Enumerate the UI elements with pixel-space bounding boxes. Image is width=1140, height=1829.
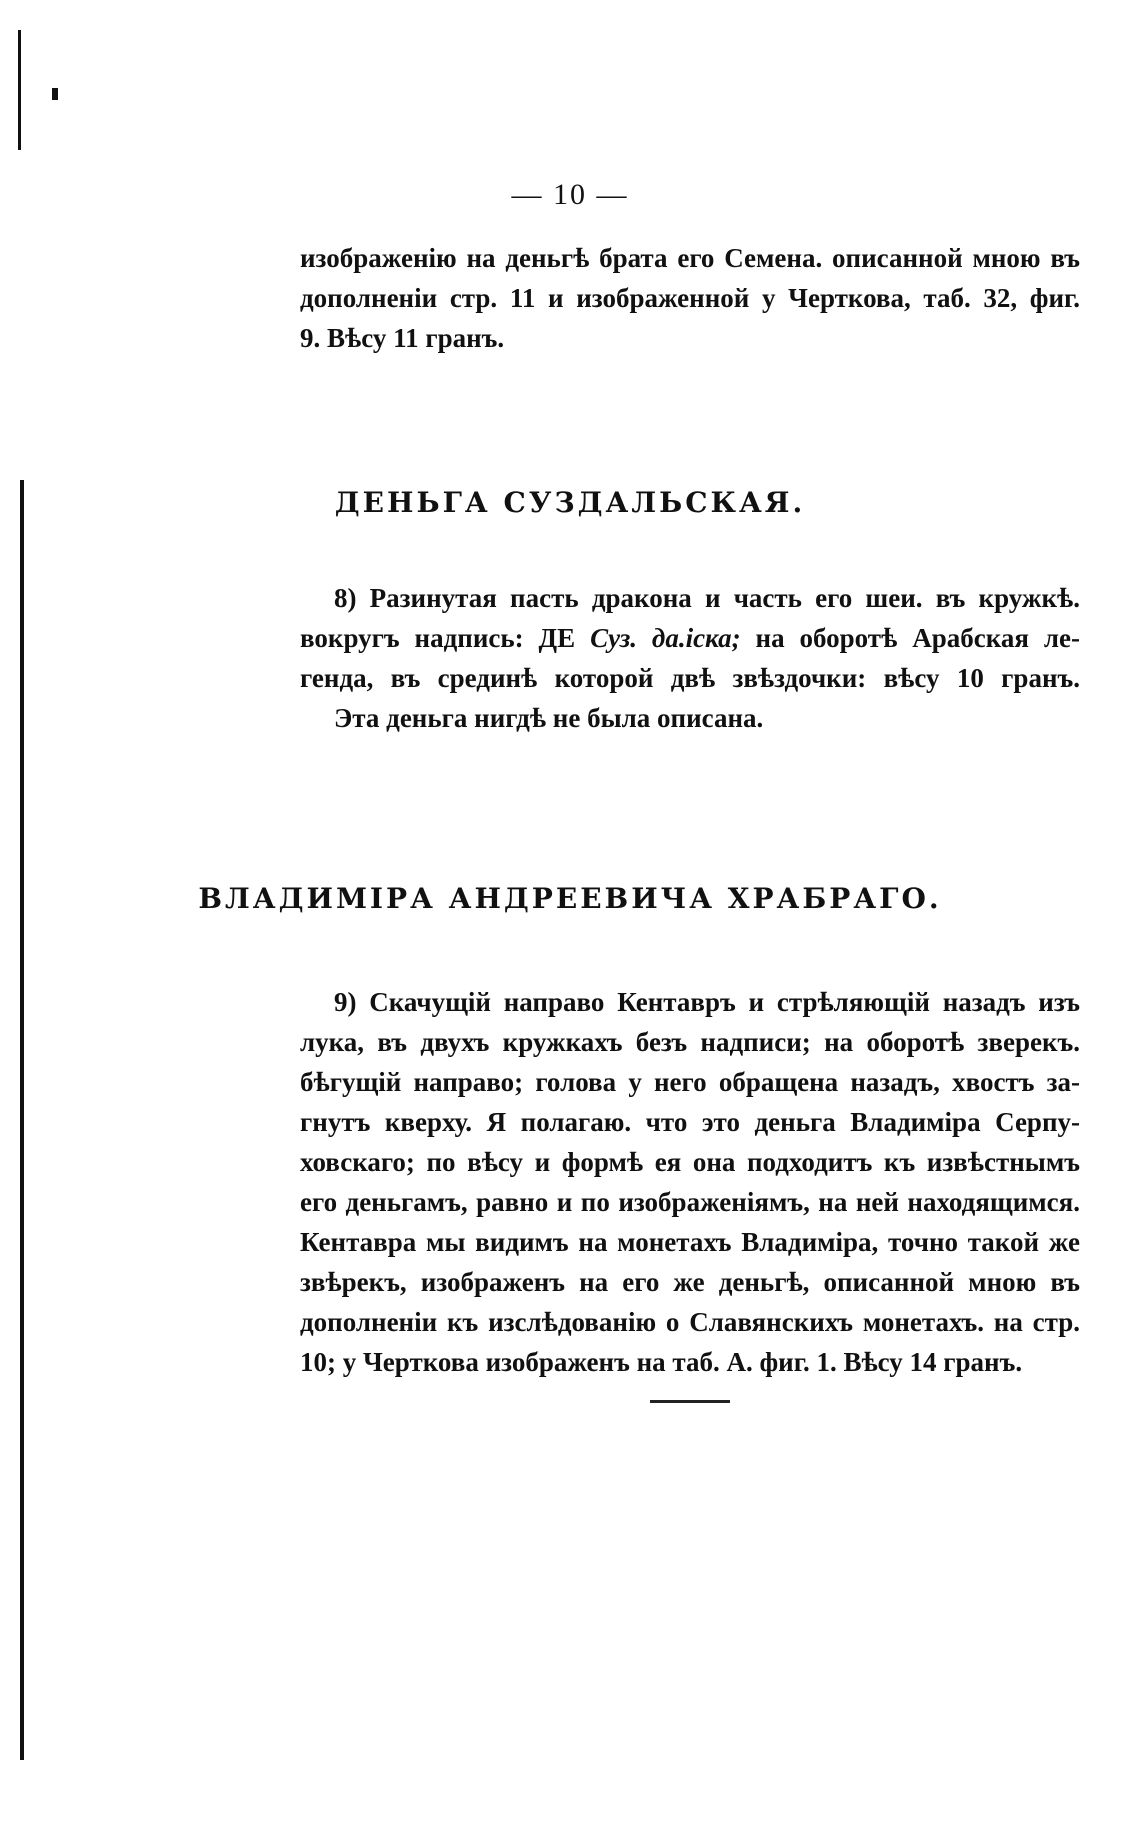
text-line: Кентавра мы видимъ на монетахъ Владиміра, точно такой же [300, 1227, 1080, 1257]
intro-paragraph [300, 238, 1080, 358]
text-line: 9. Вѣсу 11 гранъ. [300, 323, 505, 353]
text-line: 9) Скачущій направо Кентавръ и стрѣляющій назадъ изъ [334, 987, 1080, 1017]
text-line: бѣгущій направо; голова у него обращена назадъ, хвостъ за- [300, 1067, 1080, 1097]
text-line: его деньгамъ, равно и по изображеніямъ, на ней находящимся. [300, 1187, 1080, 1217]
text-line: ховскаго; по вѣсу и формѣ ея она подходитъ къ извѣстнымъ [300, 1147, 1080, 1177]
text-line: изображенію на деньгѣ брата его Семена. описанной мною въ [300, 243, 1080, 273]
section-paragraph [300, 578, 1080, 738]
scan-edge-mark [18, 30, 21, 150]
end-divider [650, 1400, 730, 1403]
scan-dot [52, 88, 58, 100]
text-line: дополненіи къ изслѣдованію о Славянскихъ монетахъ. на стр. [300, 1307, 1080, 1337]
text-line: 10; у Черткова изображенъ на таб. А. фиг. 1. Вѣсу 14 гранъ. [300, 1347, 1023, 1377]
section-heading: ВЛАДИМІРА АНДРЕЕВИЧА ХРАБРАГО. [198, 882, 942, 915]
section-paragraph [300, 982, 1080, 1382]
text-line: звѣрекъ, изображенъ на его же деньгѣ, описанной мною въ [300, 1267, 1080, 1297]
text-line: генда, въ срединѣ которой двѣ звѣздочки: вѣсу 10 гранъ. [300, 663, 1080, 693]
text-line: дополненіи стр. 11 и изображенной у Черткова, таб. 32, фиг. [300, 283, 1080, 313]
text-line: 8) Разинутая пасть дракона и часть его шеи. въ кружкѣ. [334, 583, 1080, 613]
section-heading: ДЕНЬГА СУЗДАЛЬСКАЯ. [334, 486, 806, 519]
text-line: вокругъ надпись: ДЕ Суз. да.іска; на оборотѣ Арабская ле- [300, 623, 1081, 653]
scan-edge-mark [20, 480, 24, 1760]
text-line: гнутъ кверху. Я полагаю. что это деньга Владиміра Серпу- [300, 1107, 1080, 1137]
text-line: Эта деньга нигдѣ не была описана. [334, 703, 764, 733]
page-number: — 10 — [511, 178, 629, 211]
text-line: лука, въ двухъ кружкахъ безъ надписи; на оборотѣ зверекъ. [300, 1027, 1080, 1057]
